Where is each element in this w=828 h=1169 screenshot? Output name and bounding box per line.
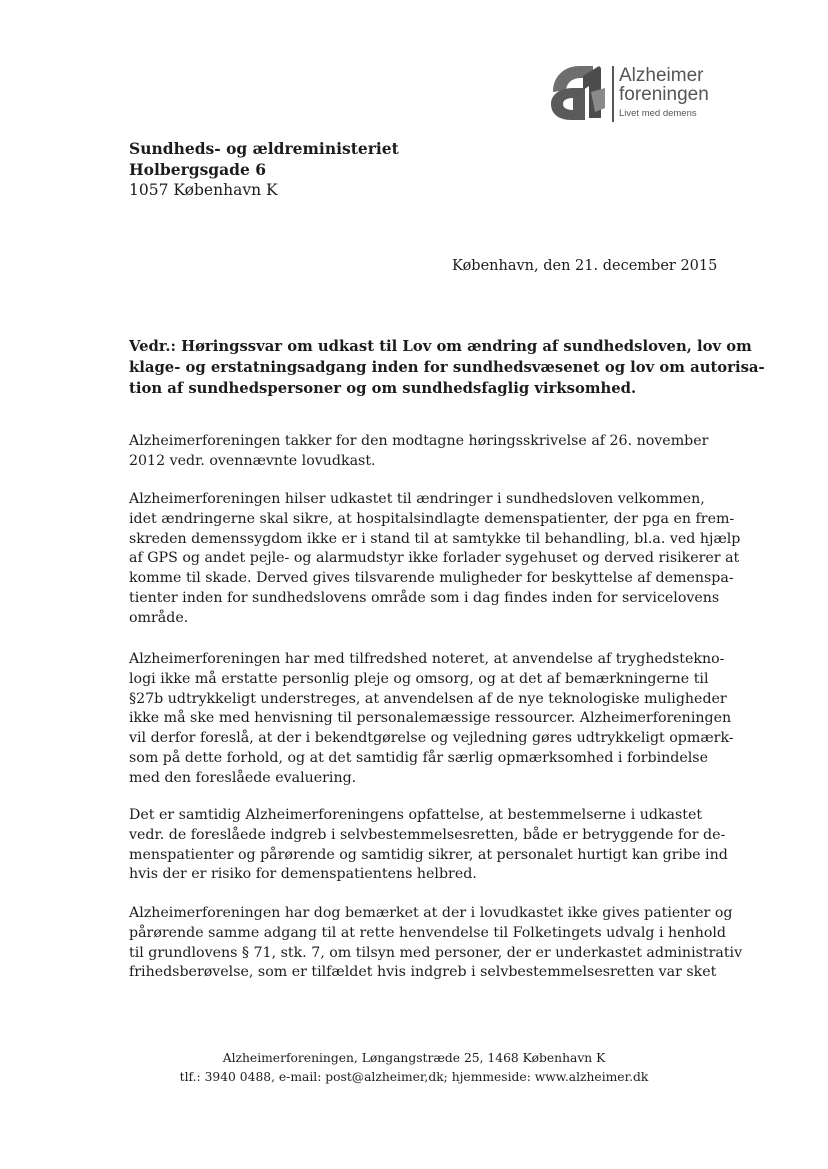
letter-footer (0, 1049, 828, 1087)
paragraph-line: vil derfor foreslå, at der i bekendtgørelse og vejledning gøres udtrykkeligt opmærk- (129, 730, 734, 747)
paragraph-line: Alzheimerforeningen takker for den modtagne høringsskrivelse af 26. november (129, 433, 709, 449)
paragraph-line: §27b udtrykkeligt understreges, at anvendelsen af de nye teknologiske muligheder (129, 690, 727, 707)
alzheimer-logo (549, 62, 719, 124)
logo-name-line2: foreningen (619, 84, 709, 105)
recipient-line: 1057 København K (129, 181, 278, 199)
alzheimer-logo-icon (549, 62, 607, 122)
letter-date: København, den 21. december 2015 (452, 258, 718, 274)
paragraph-line: pårørende samme adgang til at rette henvendelse til Folketingets udvalg i henhold (129, 924, 727, 941)
subject-line: tion af sundhedspersoner og om sundhedsfaglig virksomhed. (129, 380, 637, 397)
paragraph-line: komme til skade. Derved gives tilsvarende muligheder for beskyttelse af demenspa- (129, 570, 734, 587)
paragraph-4 (129, 806, 728, 885)
footer-contact: tlf.: 3940 0488, e-mail: post@alzheimer,dk; hjemmeside: www.alzheimer.dk (179, 1070, 649, 1084)
paragraph-line: idet ændringerne skal sikre, at hospitalsindlagte demenspatienter, der pga en frem- (129, 510, 735, 527)
paragraph-5 (129, 904, 743, 983)
recipient-address (129, 138, 399, 201)
paragraph-line: af GPS og andet pejle- og alarmudstyr ikke forlader sygehuset og derved risikerer at (129, 550, 740, 567)
paragraph-line: 2012 vedr. ovennævnte lovudkast. (129, 452, 376, 469)
logo-divider (612, 66, 614, 122)
paragraph-line: Alzheimerforeningen har med tilfredshed noteret, at anvendelse af tryghedstekno- (129, 651, 725, 667)
paragraph-line: skreden demenssygdom ikke er i stand til at samtykke til behandling, bl.a. ved hjælp (129, 530, 741, 547)
subject-line: klage- og erstatningsadgang inden for sundhedsvæsenet og lov om autorisa- (129, 359, 765, 376)
paragraph-line: tienter inden for sundhedslovens område som i dag findes inden for servicelovens (129, 589, 720, 606)
subject-line: Vedr.: Høringssvar om udkast til Lov om ændring af sundhedsloven, lov om (129, 338, 752, 355)
paragraph-line: vedr. de foreslåede indgreb i selvbestemmelsesretten, både er betryggende for de- (129, 826, 726, 843)
paragraph-line: Alzheimerforeningen hilser udkastet til ændringer i sundhedsloven velkommen, (129, 491, 705, 507)
paragraph-line: som på dette forhold, og at det samtidig får særlig opmærksomhed i forbindelse (129, 749, 708, 766)
paragraph-line: frihedsberøvelse, som er tilfældet hvis indgreb i selvbestemmelsesretten var sket (129, 964, 717, 981)
logo-tagline: Livet med demens (619, 108, 697, 119)
paragraph-line: område. (129, 609, 189, 626)
paragraph-line: ikke må ske med henvisning til personalemæssige ressourcer. Alzheimerforeningen (129, 710, 732, 727)
paragraph-3 (129, 650, 734, 789)
paragraph-2 (129, 490, 741, 629)
paragraph-line: hvis der er risiko for demenspatientens helbred. (129, 866, 477, 883)
paragraph-1 (129, 432, 714, 472)
footer-address: Alzheimerforeningen, Løngangstræde 25, 1468 København K (222, 1051, 606, 1065)
subject-heading (129, 336, 765, 399)
paragraph-line: logi ikke må erstatte personlig pleje og omsorg, og at det af bemærkningerne til (129, 670, 709, 687)
recipient-line: Sundheds- og ældreministeriet (129, 139, 399, 158)
recipient-line: Holbergsgade 6 (129, 160, 267, 179)
logo-name-line1: Alzheimer (619, 65, 704, 86)
logo-text (619, 66, 709, 121)
paragraph-line: med den foreslåede evaluering. (129, 769, 357, 786)
paragraph-line: til grundlovens § 71, stk. 7, om tilsyn med personer, der er underkastet administrativ (129, 944, 743, 961)
paragraph-line: Det er samtidig Alzheimerforeningens opfattelse, at bestemmelserne i udkastet (129, 807, 703, 823)
paragraph-line: Alzheimerforeningen har dog bemærket at der i lovudkastet ikke gives patienter og (129, 905, 733, 921)
paragraph-line: menspatienter og pårørende og samtidig sikrer, at personalet hurtigt kan gribe ind (129, 846, 728, 863)
